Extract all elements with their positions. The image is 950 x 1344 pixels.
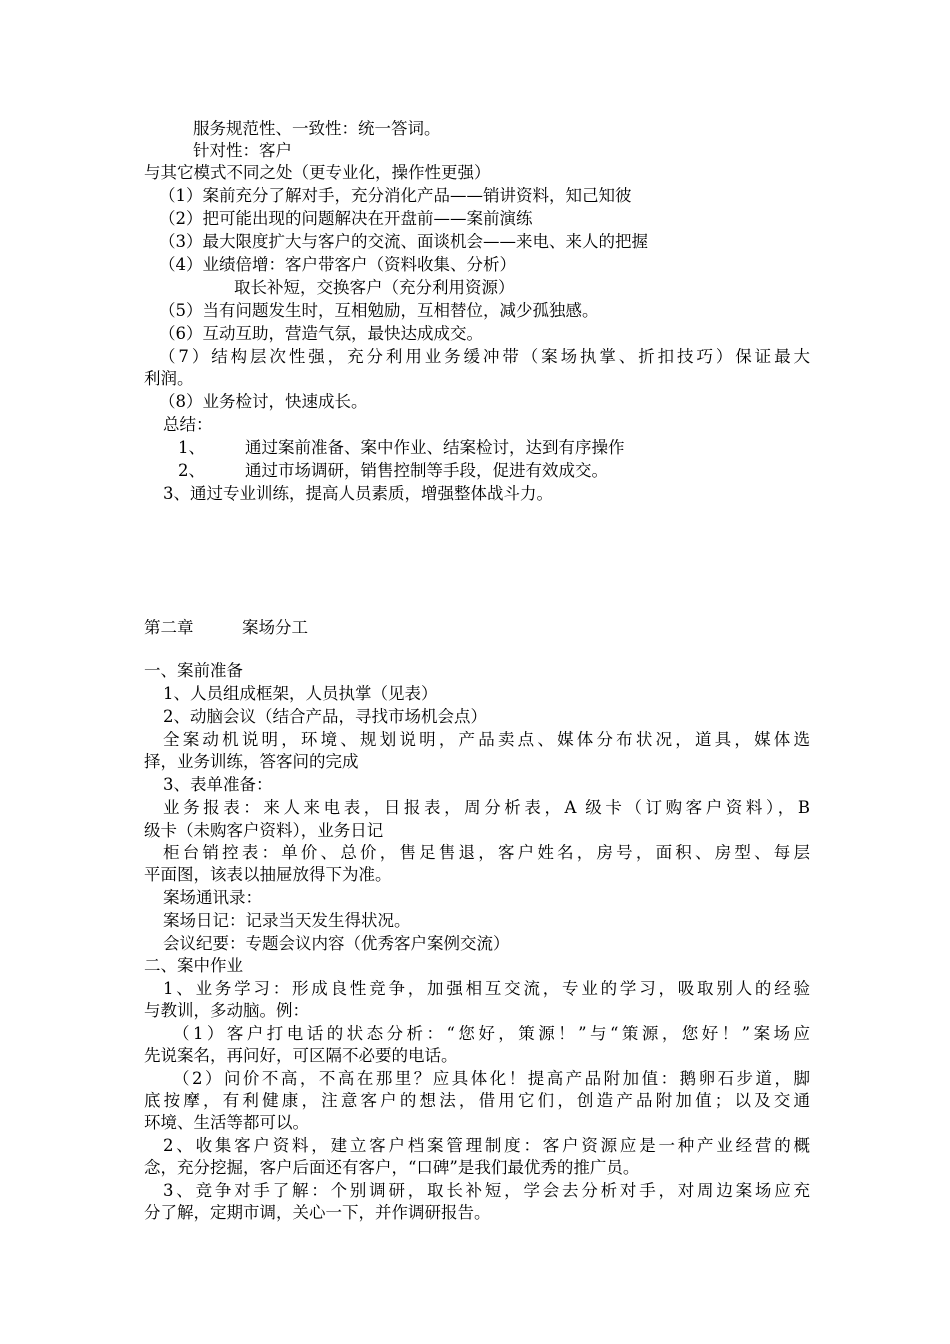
text-line: 环境、生活等都可以。 [144, 1113, 309, 1132]
text-line: （1）客户打电话的状态分析：“您好，策源！”与“策源，您好！”案场应 [173, 1024, 810, 1043]
text-line: （2）问价不高，不高在那里？应具体化！提高产品附加值：鹅卵石步道，脚 [173, 1069, 810, 1088]
text-line: 3、竞争对手了解：个别调研，取长补短，学会去分析对手，对周边案场应充 [163, 1181, 810, 1200]
summary-item-number: 2、 [178, 461, 205, 480]
text-line: 与其它模式不同之处（更专业化，操作性更强） [144, 163, 491, 182]
list-item-continuation: 取长补短，交换客户（充分利用资源） [234, 278, 515, 297]
summary-item: 3、通过专业训练，提高人员素质，增强整体战斗力。 [163, 484, 553, 503]
text-line: 会议纪要：专题会议内容（优秀客户案例交流） [163, 934, 510, 953]
text-line: 案场通讯录： [163, 888, 262, 907]
section-heading: 二、案中作业 [144, 956, 243, 975]
list-item: （3）最大限度扩大与客户的交流、面谈机会——来电、来人的把握 [159, 232, 648, 251]
text-line: 择，业务训练，答客问的完成 [144, 752, 359, 771]
text-line: 1、业务学习：形成良性竞争，加强相互交流，专业的学习，吸取别人的经验 [163, 979, 810, 998]
list-item: （6）互动互助，营造气氛，最快达成成交。 [159, 324, 483, 343]
summary-heading: 总结： [163, 415, 213, 434]
text-line: 案场日记：记录当天发生得状况。 [163, 911, 411, 930]
list-item: （5）当有问题发生时，互相勉励，互相替位，减少孤独感。 [159, 301, 599, 320]
list-item: （1）案前充分了解对手，充分消化产品——销讲资料，知己知彼 [159, 186, 632, 205]
list-item: （4）业绩倍增：客户带客户（资料收集、分析） [159, 255, 516, 274]
section-heading: 一、案前准备 [144, 661, 243, 680]
text-line: 级卡（未购客户资料），业务日记 [144, 821, 384, 840]
chapter-title: 案场分工 [242, 618, 308, 637]
text-line: 全案动机说明，环境、规划说明，产品卖点、媒体分布状况，道具，媒体选 [163, 730, 810, 749]
text-line: 底按摩，有利健康，注意客户的想法，借用它们，创造产品附加值；以及交通 [144, 1091, 810, 1110]
list-item: （8）业务检讨，快速成长。 [159, 392, 368, 411]
text-line: 2、收集客户资料，建立客户档案管理制度：客户资源应是一种产业经营的概 [163, 1136, 810, 1155]
text-line: 先说案名，再问好，可区隔不必要的电话。 [144, 1046, 458, 1065]
summary-item-number: 1、 [178, 438, 205, 457]
text-line: 服务规范性、一致性：统一答词。 [193, 119, 441, 138]
text-line: 1、人员组成框架，人员执掌（见表） [163, 684, 438, 703]
summary-item-text: 通过案前准备、案中作业、结案检讨，达到有序操作 [245, 438, 625, 457]
text-line: 平面图，该表以抽屉放得下为准。 [144, 865, 392, 884]
text-line: 2、动脑会议（结合产品，寻找市场机会点） [163, 707, 487, 726]
text-line: 与教训，多动脑。例： [144, 1001, 309, 1020]
text-line: 念，充分挖掘，客户后面还有客户，“口碑”是我们最优秀的推广员。 [144, 1158, 640, 1177]
text-line: 针对性：客户 [193, 141, 292, 160]
text-line: 柜台销控表：单价、总价，售足售退，客户姓名，房号，面积、房型、每层 [163, 843, 810, 862]
chapter-number: 第二章 [144, 618, 194, 637]
list-item-continuation: 利润。 [144, 369, 194, 388]
text-line: 业务报表：来人来电表，日报表，周分析表，A 级卡（订购客户资料），B [163, 798, 810, 817]
list-item: （7）结构层次性强，充分利用业务缓冲带（案场执掌、折扣技巧）保证最大 [159, 347, 810, 366]
text-line: 分了解，定期市调，关心一下，并作调研报告。 [144, 1203, 491, 1222]
summary-item-text: 通过市场调研，销售控制等手段，促进有效成交。 [245, 461, 608, 480]
list-item: （2）把可能出现的问题解决在开盘前——案前演练 [159, 209, 533, 228]
text-line: 3、表单准备： [163, 775, 273, 794]
